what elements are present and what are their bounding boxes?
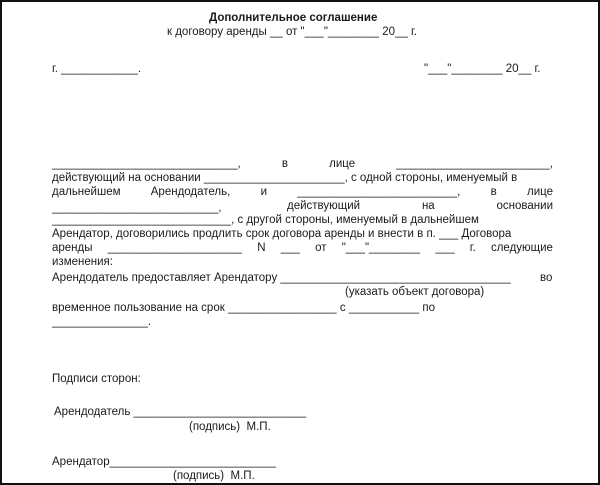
body-text: следующие: [490, 242, 553, 254]
body-line-2: действующий на основании ______________________, с одной стороны, именуемый в: [52, 172, 518, 184]
body-text: "___"________: [341, 242, 421, 254]
document-subtitle: к договору аренды __ от "___"________ 20__ г.: [167, 26, 418, 38]
body-text: дальнейшем: [52, 186, 121, 198]
body-text: лице: [526, 186, 553, 198]
page-border-left: [0, 0, 2, 485]
signatures-heading: Подписи сторон:: [52, 373, 141, 385]
body-line-3: [52, 185, 553, 199]
body-line-8: изменения:: [52, 256, 113, 268]
body-text: ________________________,: [396, 158, 553, 170]
object-caption: (указать объект договора): [345, 286, 485, 298]
landlord-signature-caption: (подпись) М.П.: [189, 421, 271, 433]
body-text: ___: [435, 242, 455, 254]
body-text: _____________________________,: [52, 158, 241, 170]
document-title: Дополнительное соглашение: [209, 12, 378, 24]
body-line-4b: [287, 199, 553, 213]
body-text: N: [257, 242, 266, 254]
body-text: аренды: [52, 242, 93, 254]
body-text: в: [281, 158, 288, 170]
body-text: Арендодатель,: [150, 186, 231, 198]
body-text: _____________________: [107, 242, 243, 254]
body-text: от: [315, 242, 327, 254]
place-field: г. ____________.: [52, 63, 142, 75]
page-border-top: [0, 0, 600, 2]
body-text: _________________________,: [297, 186, 461, 198]
body-text: действующий: [287, 200, 361, 212]
body-text: г.: [469, 242, 476, 254]
body-text: и: [260, 186, 268, 198]
body-line-6: Арендатор, договорились продлить срок договора аренды и внести в п. ___ Договора: [52, 228, 512, 240]
body-text: основании: [496, 200, 553, 212]
body-text: ___: [280, 242, 300, 254]
body-line-9-end: во: [540, 272, 553, 284]
body-line-7: [52, 241, 553, 255]
body-line-5: ____________________________, с другой стороны, именуемый в дальнейшем: [52, 214, 479, 226]
landlord-signature-line: Арендодатель ___________________________: [54, 406, 307, 418]
body-text: в: [490, 186, 497, 198]
body-line-12: _______________.: [52, 316, 152, 328]
body-text: на: [421, 200, 435, 212]
body-text: лице: [329, 158, 356, 170]
tenant-signature-caption: (подпись) М.П.: [173, 470, 255, 482]
tenant-signature-line: Арендатор__________________________: [52, 456, 276, 468]
body-line-9: Арендодатель предоставляет Арендатору ____________________________________: [52, 272, 511, 284]
body-line-11: временное пользование на срок _________________ с ___________ по: [52, 302, 435, 314]
date-field: "___"________ 20__ г.: [424, 63, 541, 75]
body-line-1: [52, 157, 553, 171]
body-line-4: __________________________,: [52, 202, 222, 214]
